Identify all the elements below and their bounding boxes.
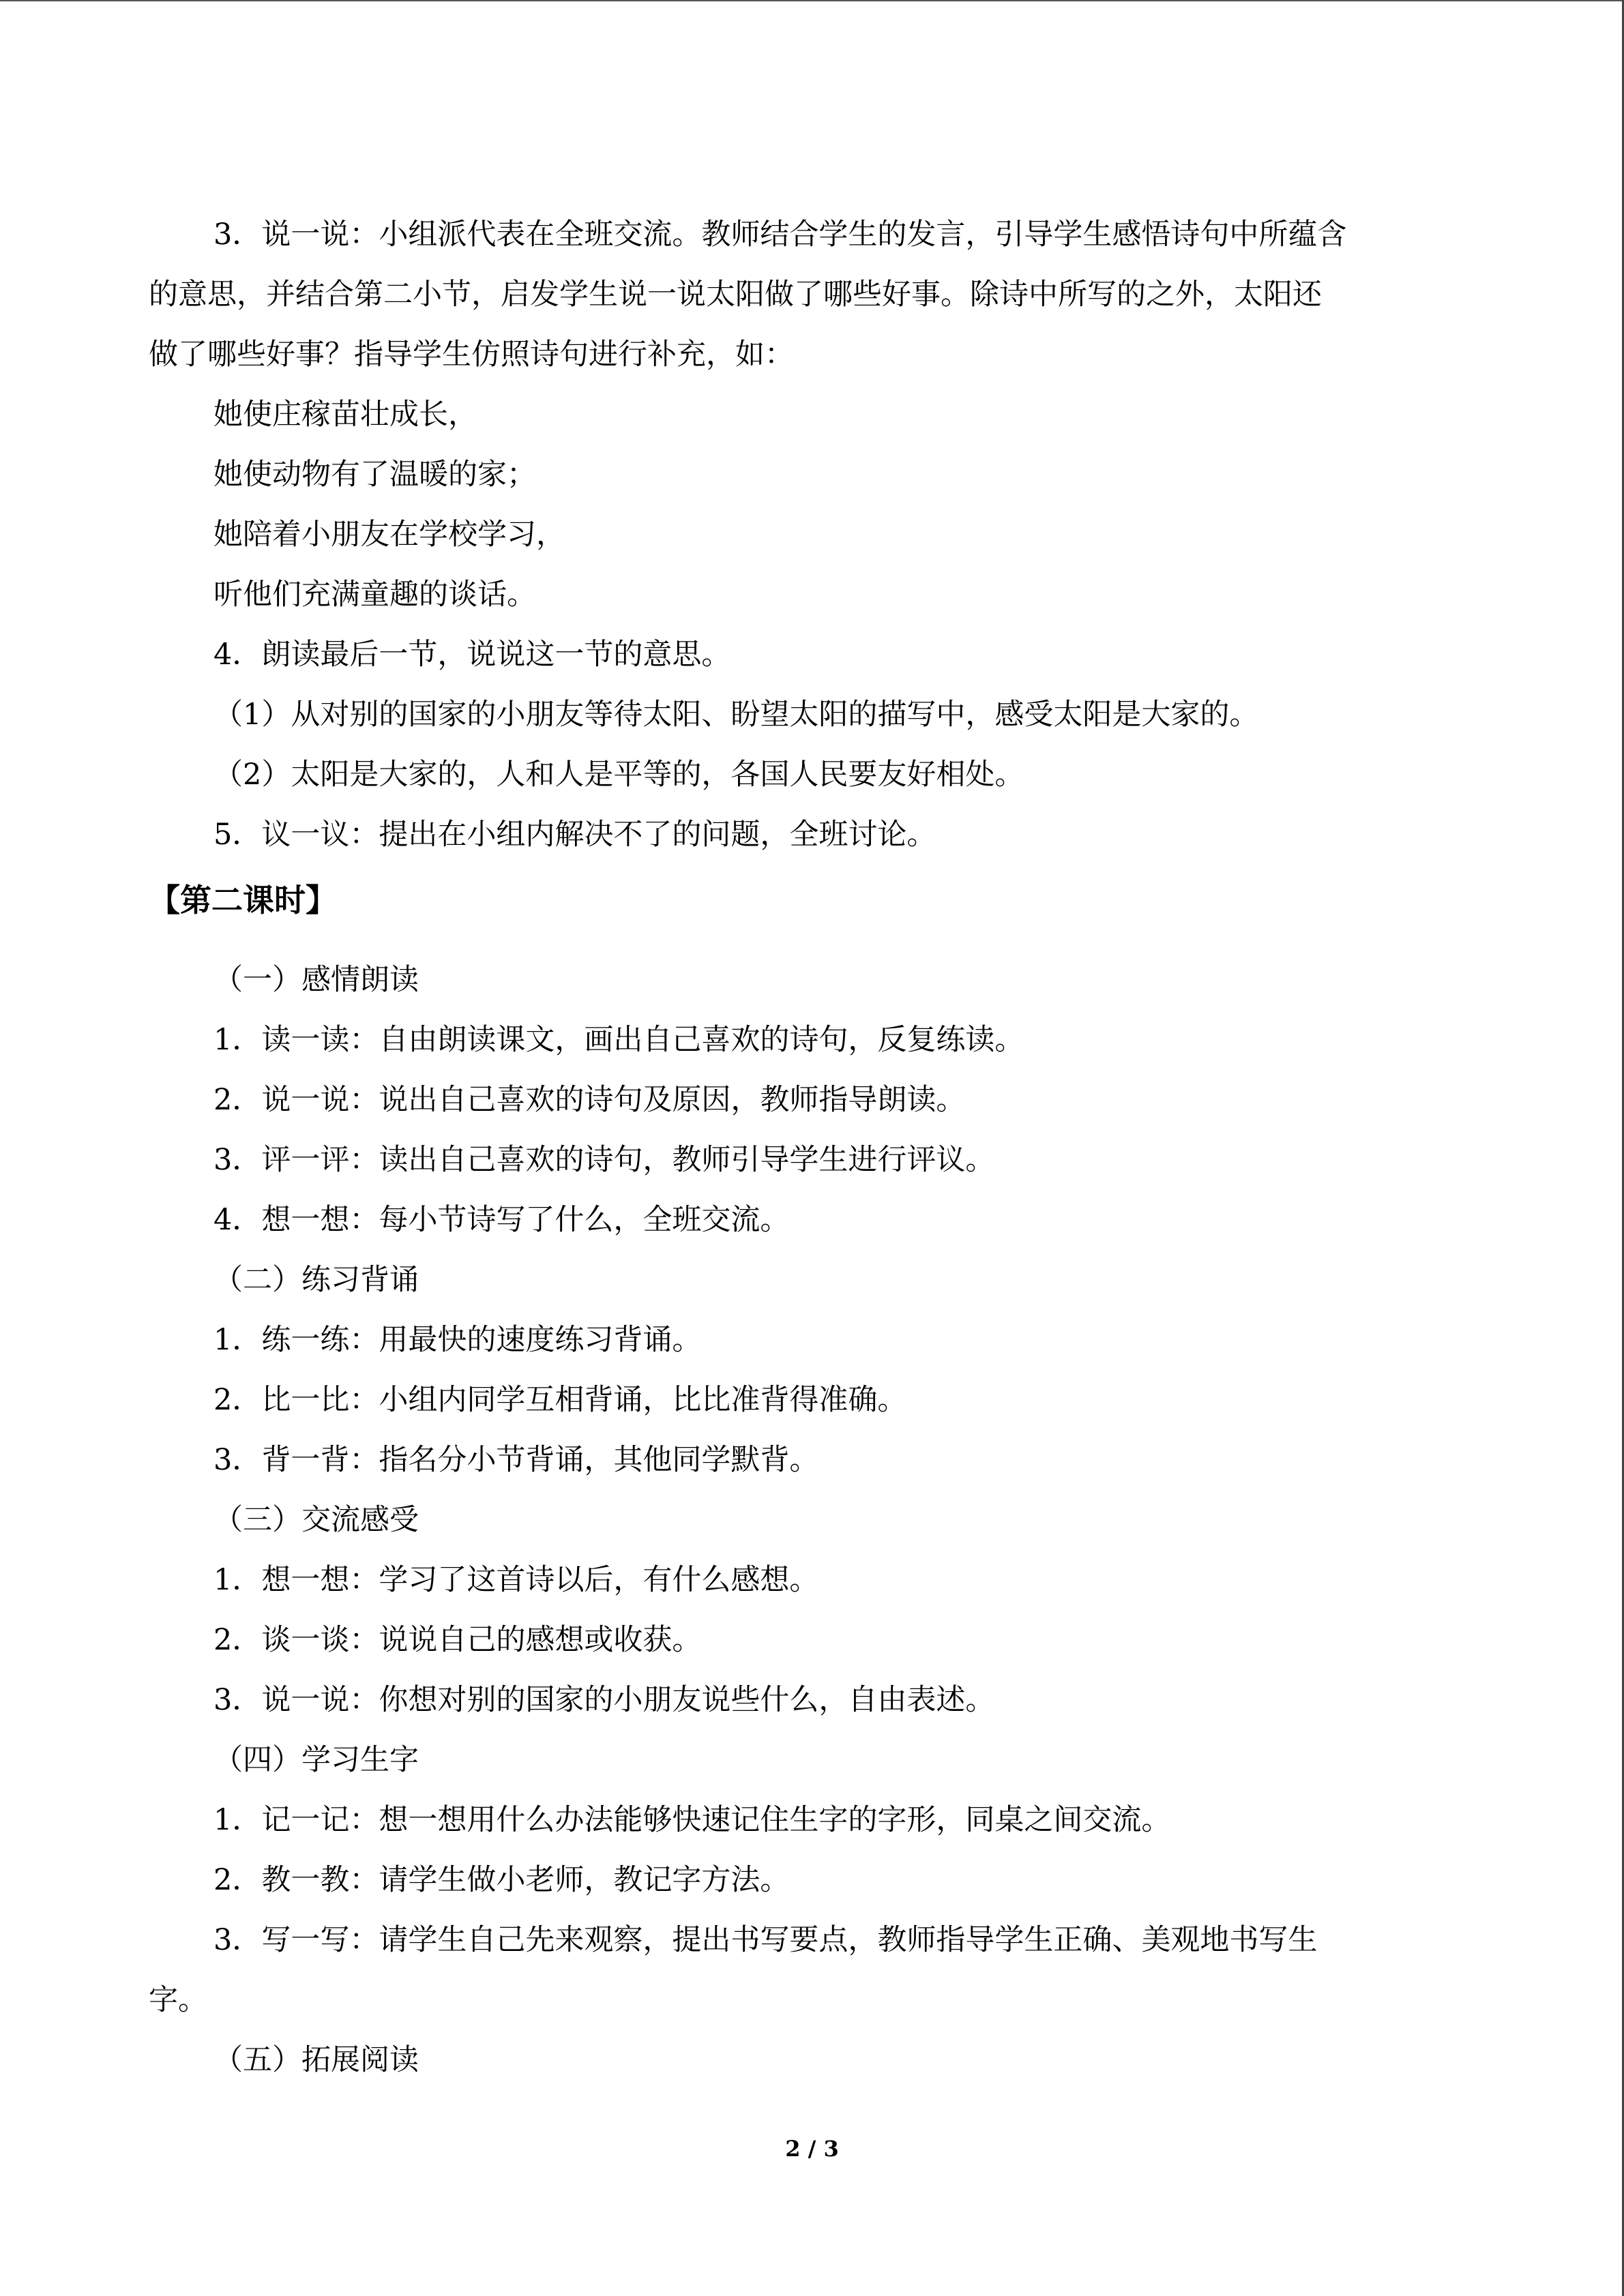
paragraph-line: 的意思，并结合第二小节，启发学生说一说太阳做了哪些好事。除诗中所写的之外，太阳还 [149, 278, 1322, 312]
section-heading: 【第二课时】 [149, 882, 337, 919]
subsection-title: （五）拓展阅读 [213, 2043, 419, 2077]
paragraph-line: 2．说一说：说出自己喜欢的诗句及原因，教师指导朗读。 [213, 1083, 966, 1117]
paragraph-line: 1．想一想：学习了这首诗以后，有什么感想。 [213, 1563, 819, 1597]
subsection-title: （二）练习背诵 [213, 1263, 419, 1297]
subsection-title: （三）交流感受 [213, 1503, 419, 1537]
paragraph-line: 3．说一说：小组派代表在全班交流。教师结合学生的发言，引导学生感悟诗句中所蕴含 [213, 218, 1347, 252]
poem-line: 她使动物有了温暖的家； [213, 458, 536, 492]
paragraph-line: 4．想一想：每小节诗写了什么，全班交流。 [213, 1203, 790, 1237]
subsection-title: （一）感情朗读 [213, 963, 419, 997]
paragraph-line: 3．写一写：请学生自己先来观察，提出书写要点，教师指导学生正确、美观地书写生 [213, 1923, 1318, 1957]
paragraph-line: 1．练一练：用最快的速度练习背诵。 [213, 1323, 702, 1357]
paragraph-line: 1．读一读：自由朗读课文，画出自己喜欢的诗句，反复练读。 [213, 1023, 1024, 1057]
page-number: 2 / 3 [785, 2136, 839, 2162]
subsection-title: （四）学习生字 [213, 1743, 419, 1777]
paragraph-line: 5．议一议：提出在小组内解决不了的问题，全班讨论。 [213, 818, 936, 852]
poem-line: 听他们充满童趣的谈话。 [213, 578, 536, 612]
paragraph-line: 3．评一评：读出自己喜欢的诗句，教师引导学生进行评议。 [213, 1143, 995, 1177]
paragraph-line: 3．说一说：你想对别的国家的小朋友说些什么，自由表述。 [213, 1683, 995, 1717]
paragraph-line: 2．谈一谈：说说自己的感想或收获。 [213, 1623, 702, 1657]
paragraph-line: （1）从对别的国家的小朋友等待太阳、盼望太阳的描写中，感受太阳是大家的。 [213, 698, 1259, 732]
paragraph-line: 3．背一背：指名分小节背诵，其他同学默背。 [213, 1443, 819, 1477]
paragraph-line: 字。 [149, 1983, 207, 2017]
paragraph-line: 2．教一教：请学生做小老师，教记字方法。 [213, 1863, 790, 1897]
paragraph-line: 2．比一比：小组内同学互相背诵，比比准背得准确。 [213, 1383, 907, 1417]
paragraph-line: 4．朗读最后一节，说说这一节的意思。 [213, 638, 731, 672]
paragraph-line: 做了哪些好事？指导学生仿照诗句进行补充，如： [149, 338, 794, 372]
poem-line: 她使庄稼苗壮成长， [213, 398, 477, 432]
poem-line: 她陪着小朋友在学校学习， [213, 518, 565, 552]
paragraph-line: 1．记一记：想一想用什么办法能够快速记住生字的字形，同桌之间交流。 [213, 1803, 1171, 1837]
paragraph-line: （2）太阳是大家的，人和人是平等的，各国人民要友好相处。 [213, 758, 1024, 792]
